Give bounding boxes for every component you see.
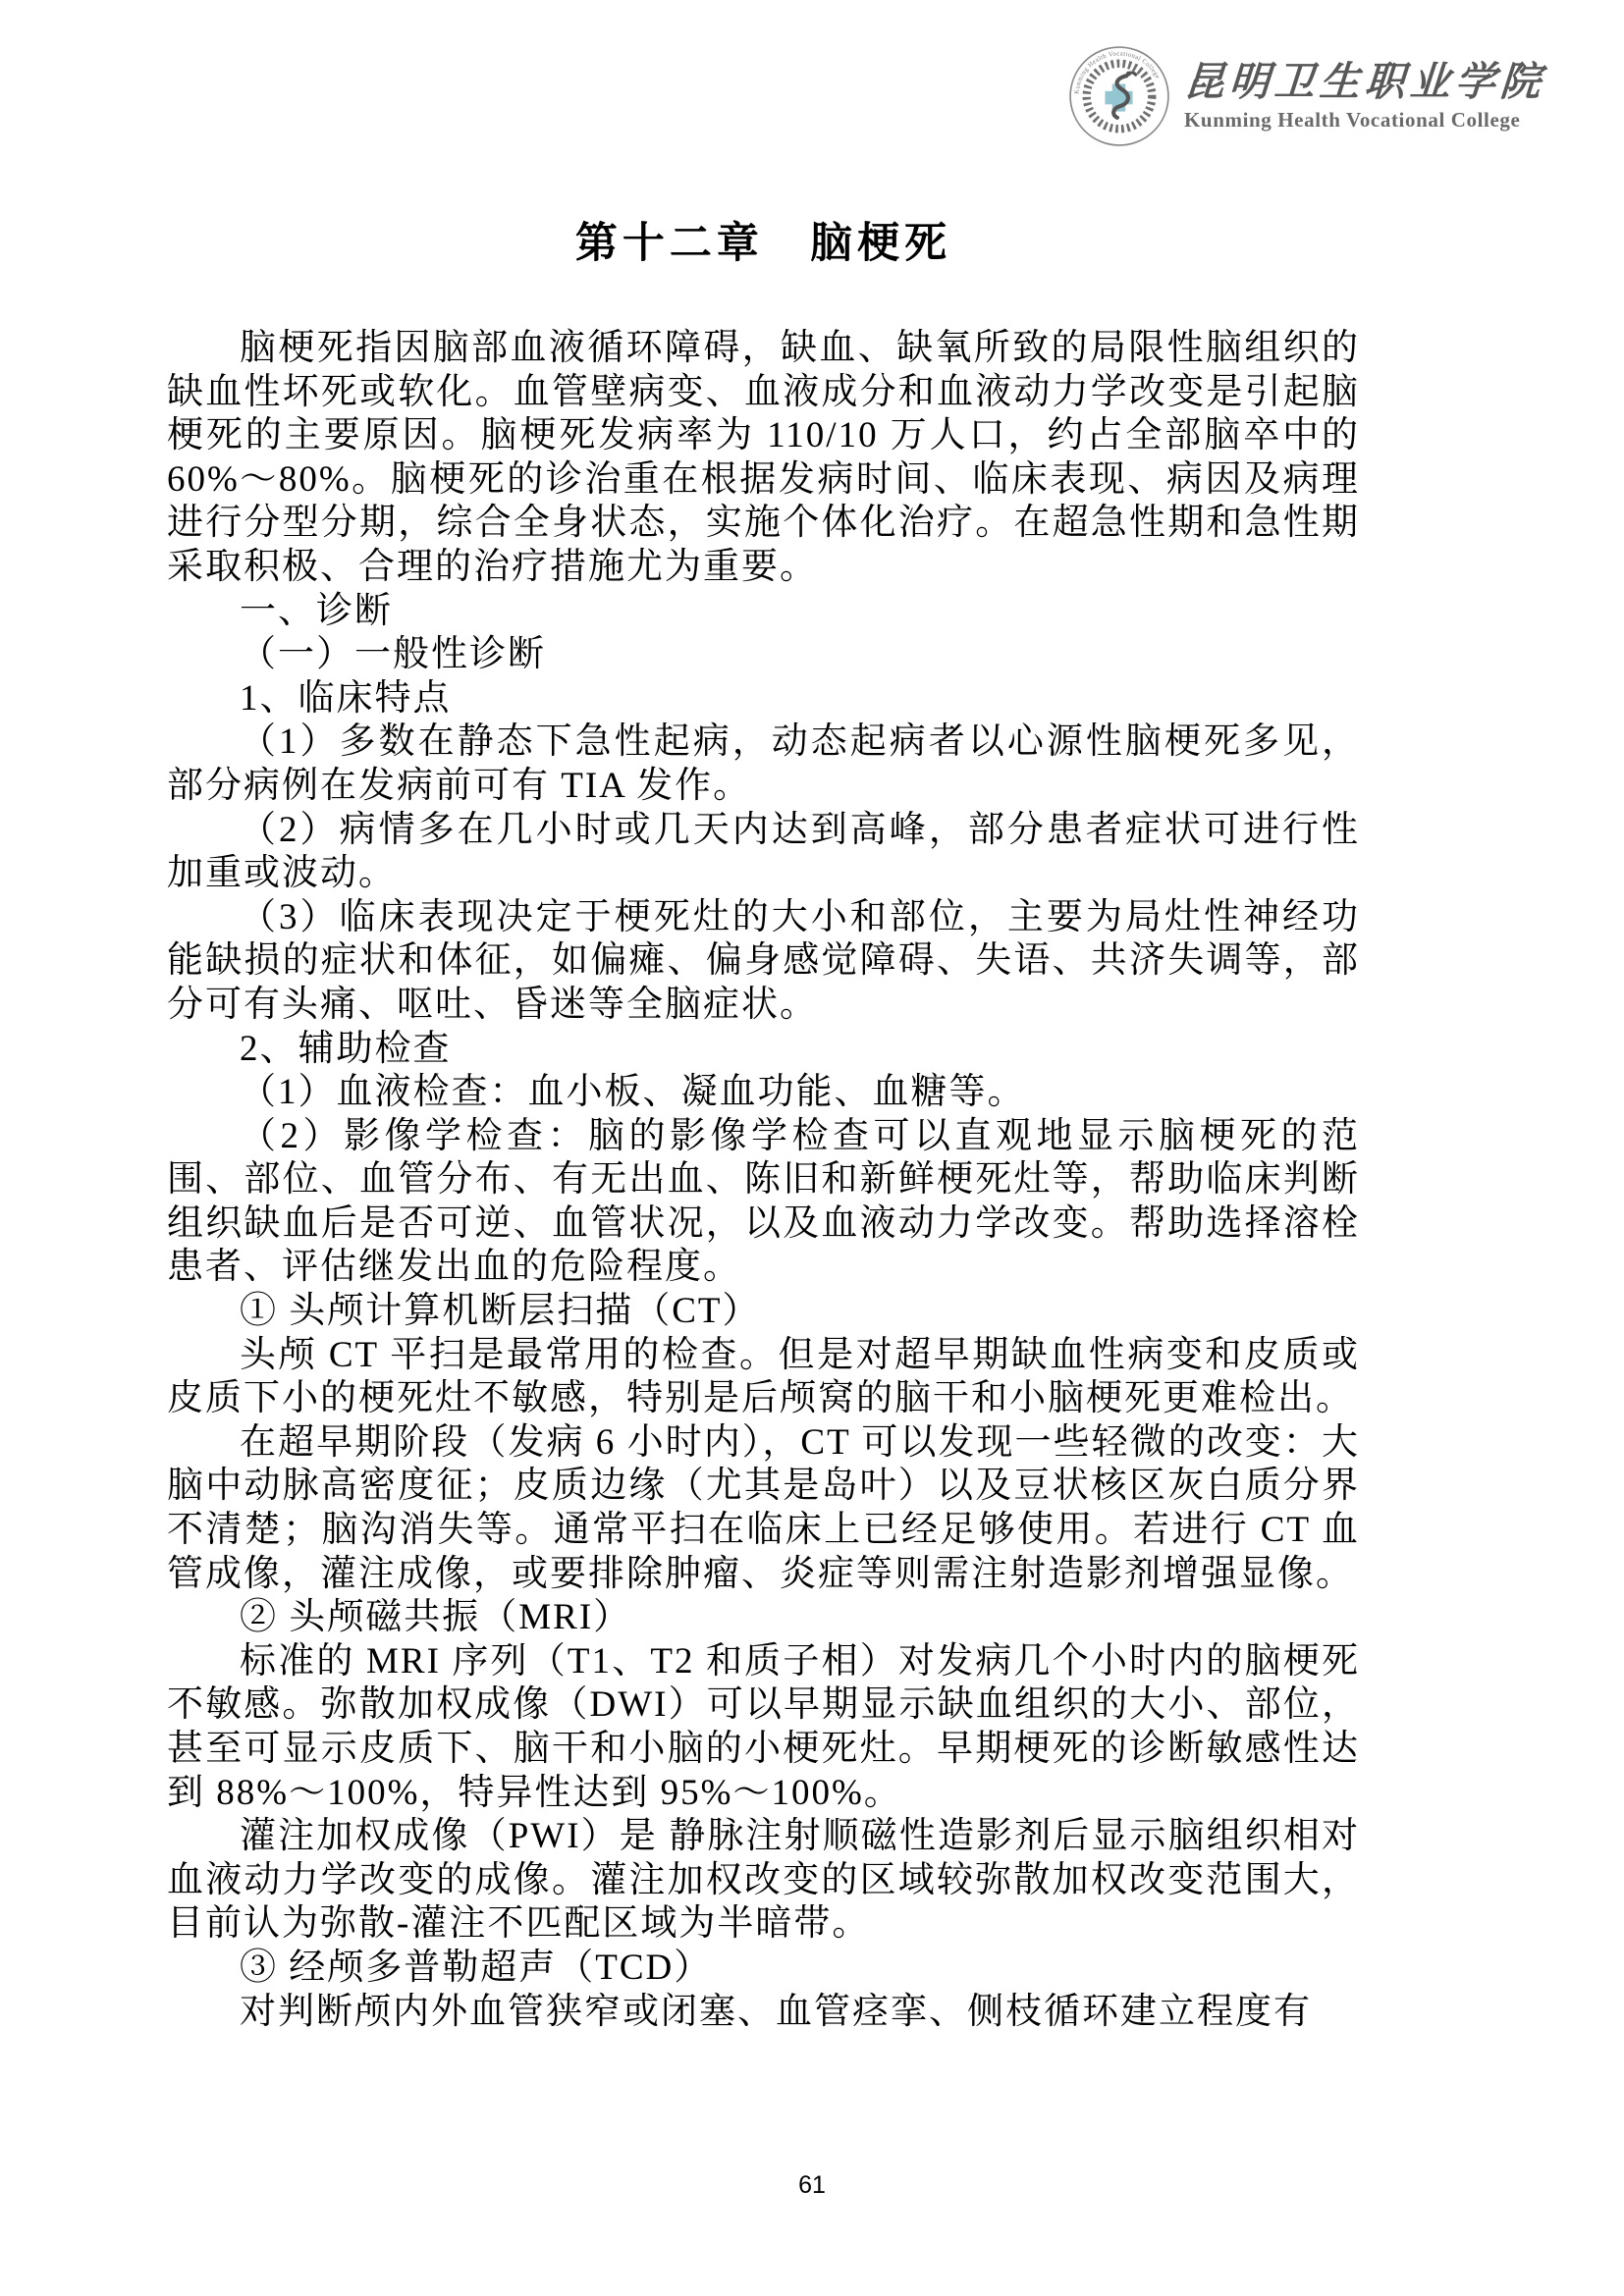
body-paragraph: 1、临床特点 bbox=[240, 677, 452, 719]
document-body bbox=[167, 327, 1360, 2034]
college-logo-text bbox=[1184, 60, 1545, 132]
chapter-number: 第十二章 bbox=[574, 221, 764, 267]
body-paragraph: ③ 经颅多普勒超声（TCD） bbox=[240, 1947, 713, 1988]
college-name-english: Kunming Health Vocational College bbox=[1184, 107, 1521, 132]
body-paragraph: 标准的 MRI 序列（T1、T2 和质子相）对发病几个小时内的脑梗死不敏感。弥散加权成像（DWI）可以早期显示缺血组织的大小、部位，甚至可显示皮质下、脑干和小脑的小梗死灶。早期梗死的诊断敏感性达到 88%～100%，特异性达到 95%～100%。 bbox=[167, 1640, 1360, 1813]
body-paragraph: （2）病情多在几小时或几天内达到高峰，部分患者症状可进行性加重或波动。 bbox=[167, 809, 1360, 894]
seal-rim-text: Kunming Health Vocational College bbox=[1073, 50, 1162, 95]
college-logo bbox=[1068, 45, 1545, 147]
body-paragraph: 灌注加权成像（PWI）是 静脉注射顺磁性造影剂后显示脑组织相对血液动力学改变的成像。灌注加权改变的区域较弥散加权改变范围大，目前认为弥散-灌注不匹配区域为半暗带。 bbox=[167, 1816, 1360, 1945]
body-paragraph: 对判断颅内外血管狭窄或闭塞、血管痉挛、侧枝循环建立程度有 bbox=[240, 1991, 1312, 2032]
page-number: 61 bbox=[798, 2171, 826, 2199]
body-paragraph: 一、诊断 bbox=[240, 590, 393, 631]
body-paragraph: 在超早期阶段（发病 6 小时内），CT 可以发现一些轻微的改变：大脑中动脉高密度征；皮质边缘（尤其是岛叶）以及豆状核区灰白质分界不清楚；脑沟消失等。通常平扫在临床上已经足够使用。若进行 CT 血管成像，灌注成像，或要排除肿瘤、炎症等则需注射造影剂增强显像。 bbox=[167, 1421, 1360, 1594]
body-paragraph: （2）影像学检查：脑的影像学检查可以直观地显示脑梗死的范围、部位、血管分布、有无出血、陈旧和新鲜梗死灶等，帮助临床判断组织缺血后是否可逆、血管状况，以及血液动力学改变。帮助选择溶栓患者、评估继发出血的危险程度。 bbox=[167, 1115, 1360, 1288]
college-seal-icon bbox=[1068, 45, 1170, 147]
body-paragraph: ② 头颅磁共振（MRI） bbox=[240, 1597, 632, 1638]
body-paragraph: 头颅 CT 平扫是最常用的检查。但是对超早期缺血性病变和皮质或皮质下小的梗死灶不敏感，特别是后颅窝的脑干和小脑梗死更难检出。 bbox=[167, 1334, 1360, 1419]
college-name-chinese: 昆明卫生职业学院 bbox=[1182, 59, 1547, 105]
college-seal bbox=[1068, 45, 1170, 147]
body-paragraph: （一）一般性诊断 bbox=[240, 634, 546, 675]
chapter-name: 脑梗死 bbox=[810, 221, 952, 267]
body-paragraph: ① 头颅计算机断层扫描（CT） bbox=[240, 1291, 761, 1332]
body-paragraph: （1）多数在静态下急性起病，动态起病者以心源性脑梗死多见，部分病例在发病前可有 TIA 发作。 bbox=[167, 721, 1360, 806]
chapter-title bbox=[167, 210, 1360, 270]
body-paragraph: 脑梗死指因脑部血液循环障碍，缺血、缺氧所致的局限性脑组织的缺血性坏死或软化。血管壁病变、血液成分和血液动力学改变是引起脑梗死的主要原因。脑梗死发病率为 110/10 万人口，约占全部脑卒中的 60%～80%。脑梗死的诊治重在根据发病时间、临床表现、病因及病理进行分型分期，综合全身状态，实施个体化治疗。在超急性期和急性期采取积极、合理的治疗措施尤为重要。 bbox=[167, 328, 1360, 587]
body-paragraph: （3）临床表现决定于梗死灶的大小和部位，主要为局灶性神经功能缺损的症状和体征，如偏瘫、偏身感觉障碍、失语、共济失调等，部分可有头痛、呕吐、昏迷等全脑症状。 bbox=[167, 896, 1360, 1025]
body-paragraph: 2、辅助检查 bbox=[240, 1028, 452, 1069]
body-paragraph: （1）血液检查：血小板、凝血功能、血糖等。 bbox=[240, 1072, 1026, 1113]
